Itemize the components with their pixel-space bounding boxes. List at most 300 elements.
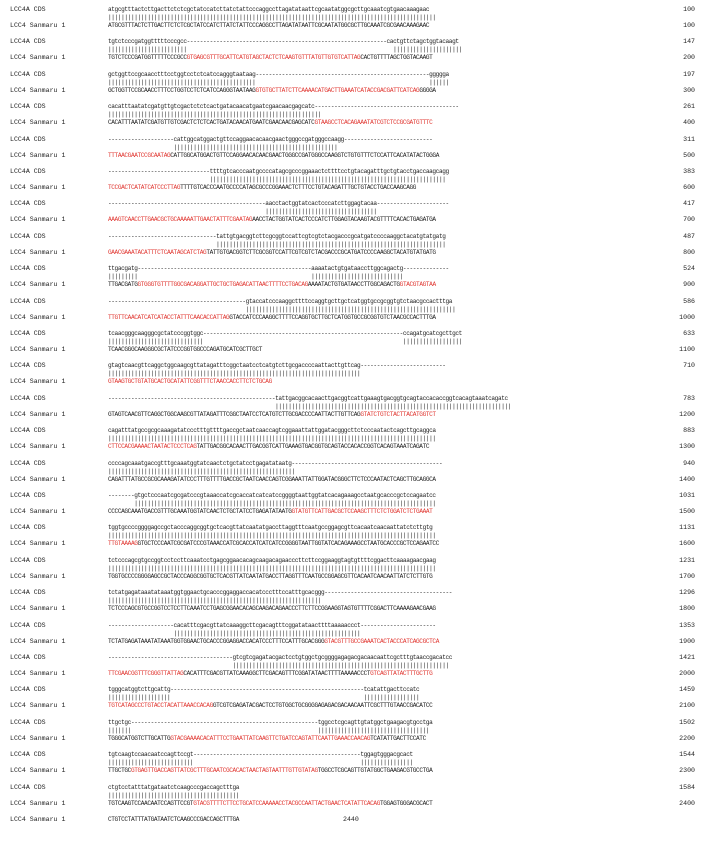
intron-segment: GTACGAAAACACATTTCCTGAATTATCAAGTTCTGATCCAGTATTCAATTGAAACCAACAG: [170, 734, 371, 742]
genomic-line: [0, 281, 715, 289]
cds-sequence: -------------------------------ttttgtcacccaatgccccatagcgcccggaaactcttttcctgtacagatttgctgtacctgaccaagcagg: [108, 168, 449, 175]
cds-sequence: --------------------cattggcatggactgttccaggaacacaacgaactgggccgatgggccaagg---------------------------: [108, 135, 433, 143]
cds-position: 524: [683, 265, 695, 273]
match-line: [0, 727, 715, 735]
genomic-line: [0, 22, 715, 30]
genomic-position: 1600: [679, 540, 695, 548]
alignment-block: [0, 38, 715, 70]
genomic-line: [0, 443, 715, 451]
cds-position: 383: [683, 168, 695, 175]
exon-segment: TGTCTCCCGATGGTTTTTCCCGCC: [108, 54, 187, 62]
match-bars: ||||||||||||||||||| |||||||||||||||||: [108, 694, 420, 702]
genomic-label: LCC4 Sanmaru 1: [10, 605, 66, 613]
cds-position: 783: [683, 394, 695, 402]
genomic-sequence: [108, 767, 678, 775]
exon-segment: AAAATACTGTGATAACCTTGGCAGACTG: [307, 281, 400, 289]
alignment-block: [0, 460, 715, 492]
alignment-block: [0, 168, 715, 200]
exon-segment: GTACCATCCCAAGGCTTTTCCAGGTGCTTGCTCATGGTGCCGCGGTGTCTAACGCCACTTTGA: [229, 313, 436, 321]
genomic-label: LCC4 Sanmaru 1: [10, 799, 66, 807]
cds-label: LCC4A CDS: [10, 783, 46, 791]
cds-line: [0, 38, 715, 46]
genomic-position: 2000: [679, 670, 695, 677]
exon-segment: GTGCTCCCAATCGCGATCCCGTAAACCATCGCACCATCATCATCCGGGGTAATTGGTATCACAGAAAGCCTAATGCACCCGCTCCAGAATCC: [137, 540, 439, 548]
exon-segment: AACCTACTGGTATCACTCCCATCTTGGAGTACAAGTACGTTTTCACACTGAGATGA: [252, 216, 436, 224]
cds-label: LCC4A CDS: [10, 297, 46, 305]
exon-segment: GGGGA: [419, 86, 436, 94]
match-bars: |||||||||||||||||||||||||||||||||||||||||||||||||||||||||||||||||: [108, 597, 321, 605]
cds-position: 1421: [679, 654, 695, 661]
match-line: [0, 273, 715, 281]
match-bars: ||||||||||||||||||||||||||||| ||||||||||||||||||: [108, 338, 462, 345]
cds-line: [0, 265, 715, 273]
intron-segment: GTGTGCTTATCTTCAAAACATGACTTGAAATCATACCGACGATTCATCAG: [255, 86, 420, 94]
match-bars: |||||||||||||||||||||||||| ||||||||||||||||: [108, 759, 413, 767]
genomic-label: LCC4 Sanmaru 1: [10, 540, 66, 548]
match-bars: ||||||||||||||||||||||||||||||||||: [108, 208, 377, 216]
alignment-block: [0, 524, 715, 556]
cds-position: 1131: [679, 524, 695, 532]
intron-segment: TTTAACGAATCCGCAATAG: [108, 151, 171, 159]
cds-line: [0, 719, 715, 727]
genomic-label: LCC4 Sanmaru 1: [10, 410, 66, 418]
genomic-line: [0, 314, 715, 322]
genomic-sequence: [108, 605, 678, 613]
match-line: [0, 565, 715, 573]
intron-segment: GTCAGTTATACTTTGCTTG: [370, 670, 433, 677]
intron-segment: GTGAGCGTTTGCATTCATGTAGCTACTCTCAAGTGTTTATGTTGTGTCATTAG: [186, 54, 361, 62]
match-bars: ||||||||||||||||||||||||||||||||||||||||||||||||||||||||||||||||||||||||||||||||||||||||||||||||||||: [108, 435, 436, 443]
genomic-label: LCC4 Sanmaru 1: [10, 248, 66, 256]
cds-line: [0, 71, 715, 79]
genomic-label: LCC4 Sanmaru 1: [10, 281, 66, 289]
cds-label: LCC4A CDS: [10, 621, 46, 629]
genomic-label: LCC4 Sanmaru 1: [10, 346, 66, 353]
cds-label: LCC4A CDS: [10, 718, 46, 726]
cds-line: [0, 103, 715, 111]
intron-segment: GTACGTAGTAA: [399, 281, 436, 289]
exon-segment: TGGCCTCGCAGTTGTATGGCTGAAGACGTGCCTGA: [317, 767, 433, 775]
match-bars: |||||||||||||||||||||||||||||||||||||||||||||||||||||||||||||||||||||||||||||: [108, 370, 361, 378]
intron-segment: CTTCCACGAAAACTAATACTCCCTCAG: [108, 443, 197, 451]
cds-line: [0, 622, 715, 630]
intron-segment: GTGAGTTGACCAGTTATCGCTTTGCAATCGCACACTAACTAGTAATTTGTTGTATAG: [130, 767, 318, 775]
exon-segment: TATTGACGGCACAACTTGACGGTCATTGAAAGTGACGGTGCAGTACCACACCGGTCACAGTAAATCAGATC: [196, 443, 430, 451]
cds-position: 417: [683, 200, 695, 208]
cds-label: LCC4A CDS: [10, 427, 46, 435]
cds-line: [0, 168, 715, 176]
intron-segment: GTGGGTGTTTTGGCGACAGGATTGCTGCTGAGACATTAACTTTTCCTGACAG: [137, 281, 308, 289]
alignment-block: [0, 6, 715, 38]
match-line: [0, 662, 715, 670]
intron-segment: AAAGTCAACCTTGAACGCTGCAAAAATTGAACTATTTCGAATAG: [108, 216, 253, 224]
match-bars: ||||||||||||||||||||||||||||||||||||||||||||||||||||||||||||||||||||||: [108, 240, 446, 248]
cds-label: LCC4A CDS: [10, 556, 46, 564]
genomic-sequence: [108, 152, 678, 160]
cds-label: LCC4A CDS: [10, 6, 46, 13]
alignment-block: [0, 784, 715, 816]
exon-segment: TCTATGAGATAAATATAAATGGTGGAACTGCACCCGGAGGACCACATCCCTTTCCATTTGCACGGG: [108, 637, 325, 645]
genomic-line: [0, 249, 715, 257]
genomic-line: [0, 346, 715, 354]
cds-position: 883: [683, 427, 695, 435]
genomic-sequence: [108, 638, 678, 646]
genomic-label: LCC4 Sanmaru 1: [10, 313, 66, 321]
match-bars: |||||||||||||||||||||||||||||||||||||||||||||||||||||||||: [108, 467, 295, 475]
genomic-sequence: [108, 249, 678, 257]
alignment-block: [0, 200, 715, 232]
genomic-sequence: [108, 54, 678, 62]
cds-sequence: ctgtcctatttatgataatctcaagcccgaccagctttga: [108, 783, 240, 791]
genomic-sequence: [108, 735, 678, 743]
alignment-block: [0, 395, 715, 427]
genomic-sequence: [108, 443, 678, 451]
genomic-sequence: [108, 314, 678, 322]
match-line: [0, 500, 715, 508]
match-line: [0, 46, 715, 54]
cds-label: LCC4A CDS: [10, 686, 46, 694]
cds-position: 100: [683, 6, 695, 13]
cds-sequence: --------------------------------------gtcgtcgagatacgactcctgtggctgcggggagagacgacaacaattcgctttgtaaccgacatcc: [108, 654, 453, 661]
genomic-line: [0, 670, 715, 678]
genomic-sequence: [108, 119, 678, 127]
exon-segment: TATTGTGACGGTCTTCGCGGTCCATTCGTCGTCTACGACCCGCATGATCCCCAAGGCTACATGTATGATG: [206, 248, 436, 256]
cds-position: 261: [683, 103, 695, 111]
exon-segment: GTAGTCAACGTTCAGGCTGGCAAGCGTTATAGATTTCGGCTAATCCTCATGTCTTGCGACCCCAATTACTTGTTCAG: [108, 410, 361, 418]
match-bars: ||||||||||||||||||||||||||||||||||||||||||||||||||||||||||||||||||||||||: [108, 176, 446, 183]
exon-segment: CACTGTTTTAGCTGGTACAAGT: [360, 54, 433, 62]
genomic-sequence: [108, 184, 678, 192]
intron-segment: GTAAGTGCTGTATGCACTGCATATTCGGTTTCTAACCACCTTCTCTGCAG: [108, 378, 272, 386]
cds-line: [0, 298, 715, 306]
cds-position: 1296: [679, 589, 695, 597]
genomic-label: LCC4 Sanmaru 1: [10, 86, 66, 94]
genomic-position: 1100: [679, 346, 695, 353]
cds-label: LCC4A CDS: [10, 232, 46, 240]
intron-segment: GTATCTGTCTACTTACATGGTCT: [360, 410, 436, 418]
cds-line: [0, 233, 715, 241]
cds-label: LCC4A CDS: [10, 135, 46, 143]
genomic-line: [0, 378, 715, 386]
genomic-label: LCC4 Sanmaru 1: [10, 670, 66, 677]
match-line: [0, 111, 715, 119]
cds-label: LCC4A CDS: [10, 70, 46, 78]
genomic-label: LCC4 Sanmaru 1: [10, 702, 66, 710]
cds-line: [0, 557, 715, 565]
genomic-sequence: [108, 476, 678, 484]
genomic-label: LCC4 Sanmaru 1: [10, 443, 66, 451]
genomic-position: 1700: [679, 572, 695, 580]
match-bars: ||||||||| ||||||||||||||||||||||||||||: [108, 273, 403, 281]
genomic-sequence: [108, 540, 678, 548]
match-bars: |||||||||||||||||||||||| |||||||||||||||||||||: [108, 46, 462, 54]
exon-segment: TGTCAAGTCCAACAATCCAGTTCCGT: [108, 799, 194, 807]
cds-line: [0, 784, 715, 792]
genomic-sequence: [108, 281, 678, 289]
cds-label: LCC4A CDS: [10, 362, 46, 370]
exon-segment: TGGTGCCCCGGGGAGCCGCTACCCAGGCGGTGCTCACGTTATCAATATGACCTTAGGTTTCAATGCCGGAGCGTTCACAATCAACAATTATCTCTTGTG: [108, 572, 433, 580]
genomic-line: [0, 800, 715, 808]
genomic-line: [0, 508, 715, 516]
cds-sequence: tcaacgggcaagggcgctatcccggtggc-------------------------------------------------------------ccagatgcatcgcttgct: [108, 330, 462, 337]
cds-line: [0, 427, 715, 435]
cds-sequence: tgtctcccgatggtttttcccgcc-------------------------------------------------------------cactgttctagctggtacaagt: [108, 38, 459, 46]
alignment-block: [0, 492, 715, 524]
match-line: [0, 208, 715, 216]
genomic-line: [0, 411, 715, 419]
match-line: [0, 694, 715, 702]
cds-position: 1231: [679, 556, 695, 564]
alignment-block: [0, 686, 715, 718]
genomic-label: LCC4 Sanmaru 1: [10, 184, 66, 191]
intron-segment: TTGTTCAACATCATCATACCTATTTCAACACCATTAG: [108, 313, 230, 321]
exon-segment: GCTGGTTCCGCAACCTTTCCTGGTCCTCTCATCCAGGGTAATAAG: [108, 86, 256, 94]
match-line: [0, 144, 715, 152]
match-bars: ||||||||||||||||||||||||||||||||||||||||||||||||||||||||||||||||: [108, 305, 456, 313]
exon-segment: CCCCAGCAAATGACCGTTTGCAAATGGTATCAACTCTGCTATCCTGAGATATAATG: [108, 508, 292, 515]
genomic-sequence: [108, 508, 678, 516]
genomic-position: 2400: [679, 799, 695, 807]
alignment-block: [0, 362, 715, 394]
exon-segment: CCAGATGCATCGCTTGCT: [203, 346, 263, 353]
genomic-label: LCC4 Sanmaru 1: [10, 637, 66, 645]
cds-position: 1502: [679, 718, 695, 726]
genomic-label: LCC4 Sanmaru 1: [10, 475, 66, 483]
cds-label: LCC4A CDS: [10, 200, 46, 208]
cds-sequence: tggtgccccggggagccgctacccaggcggtgctcacgttatcaatatgaccttaggtttcaatgccggagcgttcacaatcaacaattatctcttgtg: [108, 524, 433, 532]
cds-line: [0, 362, 715, 370]
genomic-position: 200: [683, 54, 695, 62]
cds-position: 487: [683, 232, 695, 240]
genomic-line: [0, 152, 715, 160]
genomic-label: LCC4 Sanmaru 1: [10, 572, 66, 580]
cds-position: 147: [683, 38, 695, 46]
cds-label: LCC4A CDS: [10, 168, 46, 175]
exon-segment: TTGACGATG: [108, 281, 138, 289]
intron-segment: GAACGAAATACATTTCTCAATAGCATCTAG: [108, 248, 207, 256]
cds-position: 1584: [679, 783, 695, 791]
genomic-label: LCC4 Sanmaru 1: [10, 216, 66, 224]
genomic-sequence: [108, 346, 678, 354]
genomic-position: 500: [683, 151, 695, 159]
genomic-line: [0, 735, 715, 743]
cds-line: [0, 589, 715, 597]
exon-segment: CATTGGCATGGACTGTTCCAGGAACACAACGAACTGGGCCGATGGGCCAAGGTCTGTGTTTCTCCATTCACATATACTGGGA: [170, 151, 439, 159]
exon-segment: CACATTTCGACGTTATCAAAGGCTTCGACAGTTTCGGATATAACTTTTAAAAACCCT: [183, 670, 371, 677]
match-bars: ||||||||||||||||||||||||||||||||||||||||||||||||||||||||||||||||||||||||||||||||||||||||||||: [108, 500, 436, 507]
alignment-block: [0, 136, 715, 168]
genomic-position: 900: [683, 281, 695, 289]
cds-sequence: --------gtgctcccaatcgcgatcccgtaaaccatcgcaccatcatcatccggggtaattggtatcacagaaagcctaatgcacccgctccagaatcc: [108, 492, 436, 499]
genomic-label: LCC4 Sanmaru 1: [10, 508, 66, 515]
final-genomic-line: [0, 816, 715, 824]
genomic-sequence: [108, 702, 678, 710]
cds-label: LCC4A CDS: [10, 265, 46, 273]
genomic-position: 1800: [679, 605, 695, 613]
cds-position: 1459: [679, 686, 695, 694]
exon-segment: GTCGTCGAGATACGACTCCTGTGGCTGCGGGGAGAGACGACAACAATTCGCTTTGTAACCGACATCC: [212, 702, 433, 710]
alignment-block: [0, 557, 715, 589]
match-line: [0, 759, 715, 767]
genomic-line: [0, 54, 715, 62]
cds-label: LCC4A CDS: [10, 394, 46, 402]
intron-segment: TCCGACTCATATCATCCCTTAG: [108, 184, 181, 191]
match-bars: ||||||||||||||||||||||||||||||||||||||||||||||||||||||||||||||||||||||||: [108, 402, 512, 410]
match-line: [0, 597, 715, 605]
cds-sequence: ccccagcaaatgaccgtttgcaaatggtatcaactctgctatcctgagatataatg----------------------------------------------: [108, 459, 443, 467]
genomic-label: LCC4 Sanmaru 1: [10, 119, 66, 127]
cds-label: LCC4A CDS: [10, 589, 46, 597]
cds-position: 197: [683, 70, 695, 78]
match-line: [0, 532, 715, 540]
cds-position: 1353: [679, 621, 695, 629]
alignment-block: [0, 427, 715, 459]
final-position: 2440: [343, 816, 359, 823]
intron-segment: TTGTAAAAG: [108, 540, 138, 548]
cds-position: 633: [683, 330, 695, 337]
exon-segment: TCATATTGACTTCCATC: [370, 734, 426, 742]
cds-line: [0, 492, 715, 500]
cds-line: [0, 200, 715, 208]
cds-label: LCC4A CDS: [10, 654, 46, 661]
genomic-label: LCC4 Sanmaru 1: [10, 767, 66, 775]
cds-position: 1544: [679, 751, 695, 759]
match-bars: ||||||||||||||||||||||||||||||||||||||||||||||||||: [108, 143, 338, 151]
cds-sequence: tctatgagataaatataaatggtggaactgcacccggaggaccacatccctttccatttgcacggg---------------------------------------: [108, 589, 453, 597]
match-bars: ||||||| ||||||||||||||||||||||||||||||||||: [108, 726, 430, 734]
alignment-block: [0, 622, 715, 654]
cds-line: [0, 654, 715, 662]
genomic-line: [0, 540, 715, 548]
cds-sequence: tgggcatggtcttgcattg-----------------------------------------------------------tcatattgacttccatc: [108, 686, 420, 694]
genomic-sequence: [108, 22, 678, 30]
genomic-position: 2200: [679, 734, 695, 742]
match-line: [0, 306, 715, 314]
cds-sequence: gtagtcaacgttcaggctggcaagcgttatagatttcggctaatcctcatgtcttgcgaccccaattacttgttcag--------------------------: [108, 362, 446, 370]
genomic-position: 1400: [679, 475, 695, 483]
alignment-block: [0, 265, 715, 297]
exon-segment: TTGCTGC: [108, 767, 131, 775]
cds-position: 940: [683, 459, 695, 467]
cds-sequence: tctcccagcgtgccggtcctccttcaaatcctgagcggaacacagcaagacagaacccttcttccggaaggtagtgttttcggacttcaaaagaacgaag: [108, 556, 436, 564]
cds-position: 710: [683, 362, 695, 370]
match-line: [0, 370, 715, 378]
match-line: [0, 403, 715, 411]
cds-sequence: --------------------cacatttcgacgttatcaaaggcttcgacagtttcggatataacttttaaaaaccct-----------------------: [108, 621, 436, 629]
cds-label: LCC4A CDS: [10, 103, 46, 111]
cds-sequence: ttgctgc---------------------------------------------------------tggcctcgcagttgtatggctgaagacgtgcctga: [108, 718, 433, 726]
cds-sequence: cacatttaatatcgatgttgtcgactctctcactgatacaacatgaatcgaacaacgagcatc--------------------------------------------: [108, 103, 459, 111]
match-line: [0, 241, 715, 249]
genomic-line: [0, 767, 715, 775]
genomic-position: 2300: [679, 767, 695, 775]
cds-line: [0, 330, 715, 338]
exon-segment: TCAACGGGCAAGGGCGCTATCCCGGTGGC: [108, 346, 204, 353]
exon-segment: TGGAGTGGGACGCACT: [379, 799, 433, 807]
cds-line: [0, 6, 715, 14]
alignment-block: [0, 330, 715, 362]
genomic-position: 1900: [679, 637, 695, 645]
genomic-line: [0, 216, 715, 224]
cds-label: LCC4A CDS: [10, 492, 46, 499]
match-line: [0, 14, 715, 22]
cds-sequence: ------------------------------------------gtaccatcccaaggcttttccaggtgcttgctcatggtgccgcggtgtctaacgccactttga: [108, 297, 453, 305]
genomic-line: [0, 638, 715, 646]
genomic-line: [0, 605, 715, 613]
cds-label: LCC4A CDS: [10, 524, 46, 532]
genomic-line: [0, 87, 715, 95]
intron-segment: TTCGAACGGTTTCGGGTTATTAG: [108, 670, 184, 677]
cds-line: [0, 524, 715, 532]
cds-line: [0, 395, 715, 403]
genomic-sequence: [108, 411, 678, 419]
exon-segment: TGGGCATGGTCTTGCATTG: [108, 734, 171, 742]
match-line: [0, 468, 715, 476]
alignment-block: [0, 298, 715, 330]
genomic-position: 100: [683, 22, 695, 29]
genomic-label: LCC4 Sanmaru 1: [10, 151, 66, 159]
cds-line: [0, 686, 715, 694]
genomic-sequence: [108, 87, 678, 95]
intron-segment: GTATGTTCATTGACGCTCCAAGCTTTCTCTGGATCTCTGAAAT: [291, 508, 433, 515]
match-line: [0, 792, 715, 800]
exon-segment: CAGATTTATGCCGCGCAAAGATATCCCTTTGTTTTGACCGCTAATCAACCAGTCGGAAATTATTGGATACGGGCTTCTCCCAATACTCAGCTTGCAGGCA: [108, 475, 436, 483]
genomic-position: 1200: [679, 410, 695, 418]
cds-line: [0, 751, 715, 759]
match-bars: ||||||||||||||||||||||||||||||||||||||||||||||||||||||||||||||||||||||||||||||||||||||||||||||||||||: [108, 564, 436, 572]
genomic-position: 800: [683, 248, 695, 256]
cds-line: [0, 136, 715, 144]
genomic-line: [0, 184, 715, 192]
genomic-line: [0, 119, 715, 127]
intron-segment: GTAAGCCTCACAGAAATATCGTCTCCGCGATGTTTC: [314, 119, 433, 127]
genomic-label: LCC4 Sanmaru 1: [10, 54, 66, 62]
genomic-sequence: CTGTCCTATTTATGATAATCTCAAGCCCGACCAGCTTTGA: [108, 816, 240, 823]
alignment-block: [0, 589, 715, 621]
genomic-label: LCC4 Sanmaru 1: [10, 734, 66, 742]
intron-segment: GTACGTTTTCTTCCTGCATCCAAAAACCTACGCCAATTACTGAACTCATATTCACAG: [193, 799, 380, 807]
match-bars: ||||||||||||||||||||||||||||||||||||||||||||| ||||||: [108, 78, 449, 86]
cds-sequence: ---------------------------------tattgtgacggtcttcgcggtccattcgtcgtctacgacccgcatgatccccaaggctacatgtatgatg: [108, 232, 446, 240]
cds-label: LCC4A CDS: [10, 38, 46, 46]
exon-segment: CACATTTAATATCGATGTTGTCGACTCTCTCACTGATACAACATGAATCGAACAACGAGCATC: [108, 119, 315, 127]
match-bars: ||||||||||||||||||||||||||||||||||||||||||||||||||||||||||||||||||||||||||||||||||||||||||||||||||||: [108, 14, 436, 21]
cds-sequence: ttgacgatg-----------------------------------------------------aaaatactgtgataaccttggcagactg--------------: [108, 265, 449, 273]
cds-line: [0, 460, 715, 468]
genomic-position: 400: [683, 119, 695, 127]
cds-label: LCC4A CDS: [10, 459, 46, 467]
cds-label: LCC4A CDS: [10, 330, 46, 337]
cds-position: 586: [683, 297, 695, 305]
genomic-line: [0, 702, 715, 710]
genomic-line: [0, 573, 715, 581]
match-line: [0, 79, 715, 87]
genomic-sequence: [108, 800, 678, 808]
genomic-position: 1500: [679, 508, 695, 515]
intron-segment: TGTCATAGCCCTGTACCTACATTAAACCACAG: [108, 702, 213, 710]
genomic-position: 2100: [679, 702, 695, 710]
genomic-sequence: [108, 216, 678, 224]
cds-label: LCC4A CDS: [10, 751, 46, 759]
exon-segment: ATGCGTTTACTCTTGACTTCTCTCGCTATCCATCTTATCTATTCCCAGGCCTTAGATATAATTCGCAATATGGCGCTTGCAAATCGCGAACAAAGAAC: [108, 22, 430, 29]
alignment-block: [0, 103, 715, 135]
genomic-line: [0, 476, 715, 484]
cds-sequence: gctggttccgcaacctttcctggtcctctcatccagggtaataag-----------------------------------------------------ggggga: [108, 70, 449, 78]
match-line: [0, 630, 715, 638]
alignment-block: [0, 654, 715, 686]
genomic-position: 1300: [679, 443, 695, 451]
cds-sequence: cagatttatgccgcgcaaagatatccctttgttttgaccgctaatcaaccagtcggaaattattggatacgggcttctcccaatactcagcttgcaggca: [108, 427, 436, 435]
